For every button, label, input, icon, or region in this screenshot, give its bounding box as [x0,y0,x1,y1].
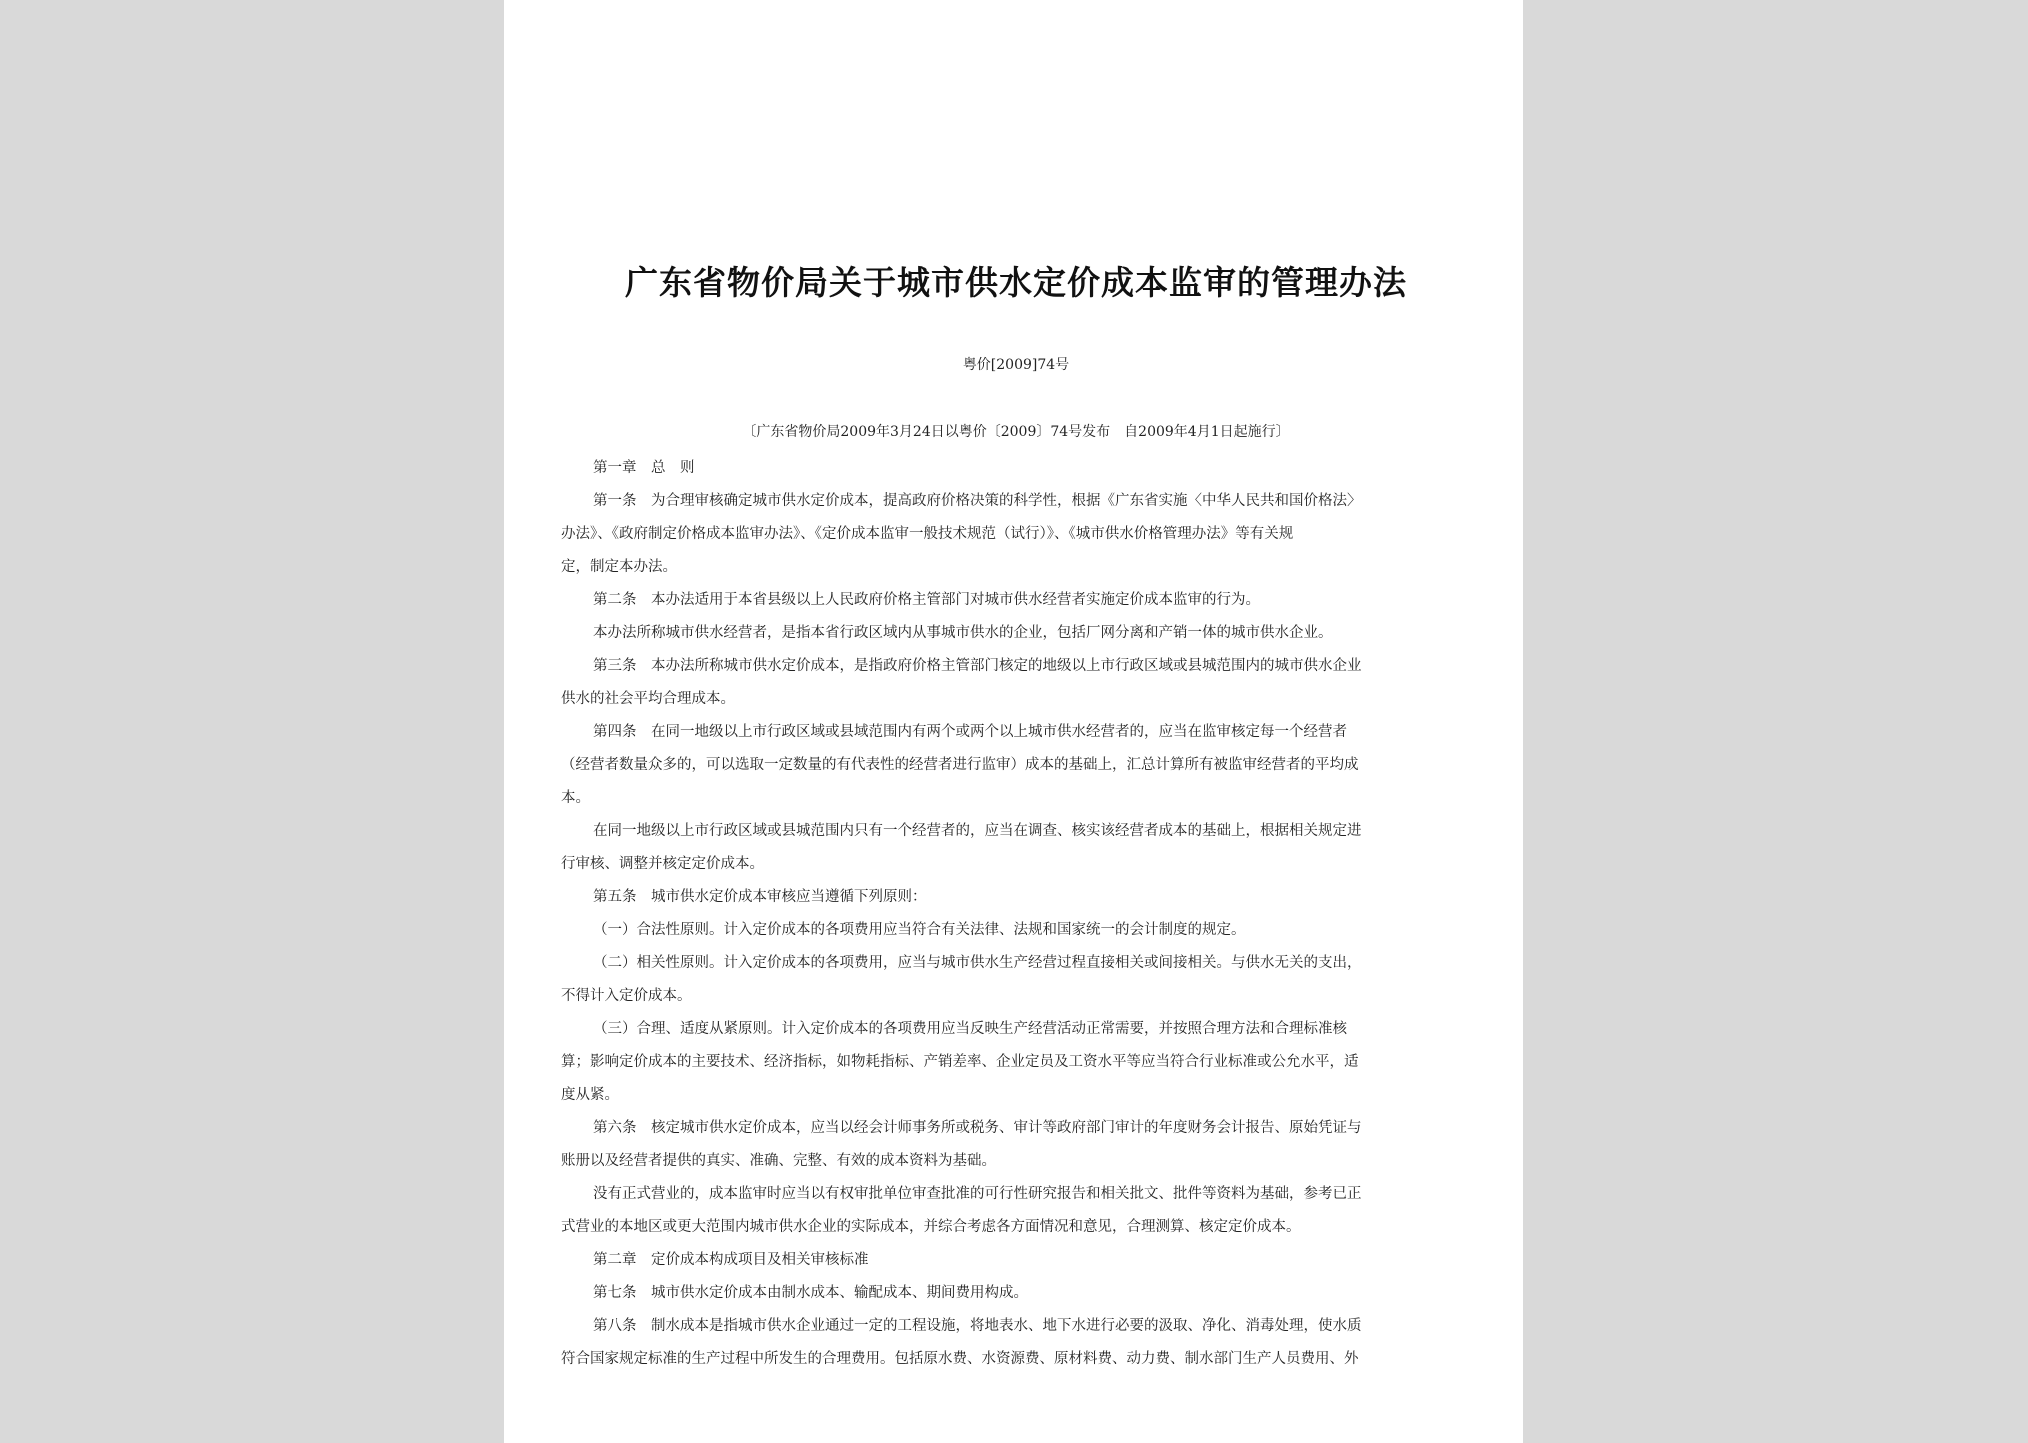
body-text-line: 第三条 本办法所称城市供水定价成本，是指政府价格主管部门核定的地级以上市行政区域或县城范围内的城市供水企业 [593,658,1362,674]
body-text-line: 第二条 本办法适用于本省县级以上人民政府价格主管部门对城市供水经营者实施定价成本监审的行为。 [593,592,1260,608]
body-text-line: 办法》、《政府制定价格成本监审办法》、《定价成本监审一般技术规范（试行）》、《城市供水价格管理办法》等有关规 [561,526,1294,542]
body-text-line: （经营者数量众多的，可以选取一定数量的有代表性的经营者进行监审）成本的基础上，汇总计算所有被监审经营者的平均成 [561,757,1359,773]
body-text-line: 在同一地级以上市行政区域或县城范围内只有一个经营者的，应当在调查、核实该经营者成本的基础上，根据相关规定进 [593,823,1362,839]
body-text-line: 供水的社会平均合理成本。 [561,691,735,707]
body-text-line: 定，制定本办法。 [561,559,677,575]
body-text-line: 算；影响定价成本的主要技术、经济指标，如物耗指标、产销差率、企业定员及工资水平等应当符合行业标准或公允水平，适 [561,1054,1359,1070]
body-text-line: 本办法所称城市供水经营者，是指本省行政区域内从事城市供水的企业，包括厂网分离和产销一体的城市供水企业。 [593,625,1333,641]
document-title: 广东省物价局关于城市供水定价成本监审的管理办法 [625,263,1407,302]
body-text-line: 第四条 在同一地级以上市行政区域或县域范围内有两个或两个以上城市供水经营者的，应当在监审核定每一个经营者 [593,724,1347,740]
document-number: 粤价[2009]74号 [962,357,1070,373]
body-text-line: 没有正式营业的，成本监审时应当以有权审批单位审查批准的可行性研究报告和相关批文、批件等资料为基础，参考已正 [593,1186,1362,1202]
body-text-line: 本。 [561,790,590,806]
body-text-line: 第一条 为合理审核确定城市供水定价成本，提高政府价格决策的科学性，根据《广东省实施〈中华人民共和国价格法〉 [593,493,1362,509]
body-text-line: 第五条 城市供水定价成本审核应当遵循下列原则： [593,889,927,905]
body-text-line: 式营业的本地区或更大范围内城市供水企业的实际成本，并综合考虑各方面情况和意见，合理测算、核定定价成本。 [561,1219,1301,1235]
body-text-line: 符合国家规定标准的生产过程中所发生的合理费用。包括原水费、水资源费、原材料费、动力费、制水部门生产人员费用、外 [561,1351,1359,1367]
body-text-line: 第八条 制水成本是指城市供水企业通过一定的工程设施，将地表水、地下水进行必要的汲取、净化、消毒处理，使水质 [593,1318,1362,1334]
document-body [561,452,1471,1376]
body-text-line: （一）合法性原则。计入定价成本的各项费用应当符合有关法律、法规和国家统一的会计制度的规定。 [593,922,1246,938]
body-text-line: 第七条 城市供水定价成本由制水成本、输配成本、期间费用构成。 [593,1285,1028,1301]
body-text-line: （二）相关性原则。计入定价成本的各项费用，应当与城市供水生产经营过程直接相关或间接相关。与供水无关的支出， [593,955,1362,971]
body-text-line: 第一章 总 则 [593,460,695,476]
issue-note: 〔广东省物价局2009年3月24日以粤价〔2009〕74号发布 自2009年4月1日起施行〕 [742,424,1290,440]
document-page [504,0,1523,1443]
body-text-line: （三）合理、适度从紧原则。计入定价成本的各项费用应当反映生产经营活动正常需要，并按照合理方法和合理标准核 [593,1021,1347,1037]
body-text-line: 度从紧。 [561,1087,619,1103]
body-text-line: 第六条 核定城市供水定价成本，应当以经会计师事务所或税务、审计等政府部门审计的年度财务会计报告、原始凭证与 [593,1120,1362,1136]
body-text-line: 不得计入定价成本。 [561,988,692,1004]
body-text-line: 第二章 定价成本构成项目及相关审核标准 [593,1252,869,1268]
body-text-line: 账册以及经营者提供的真实、准确、完整、有效的成本资料为基础。 [561,1153,996,1169]
body-text-line: 行审核、调整并核定定价成本。 [561,856,764,872]
